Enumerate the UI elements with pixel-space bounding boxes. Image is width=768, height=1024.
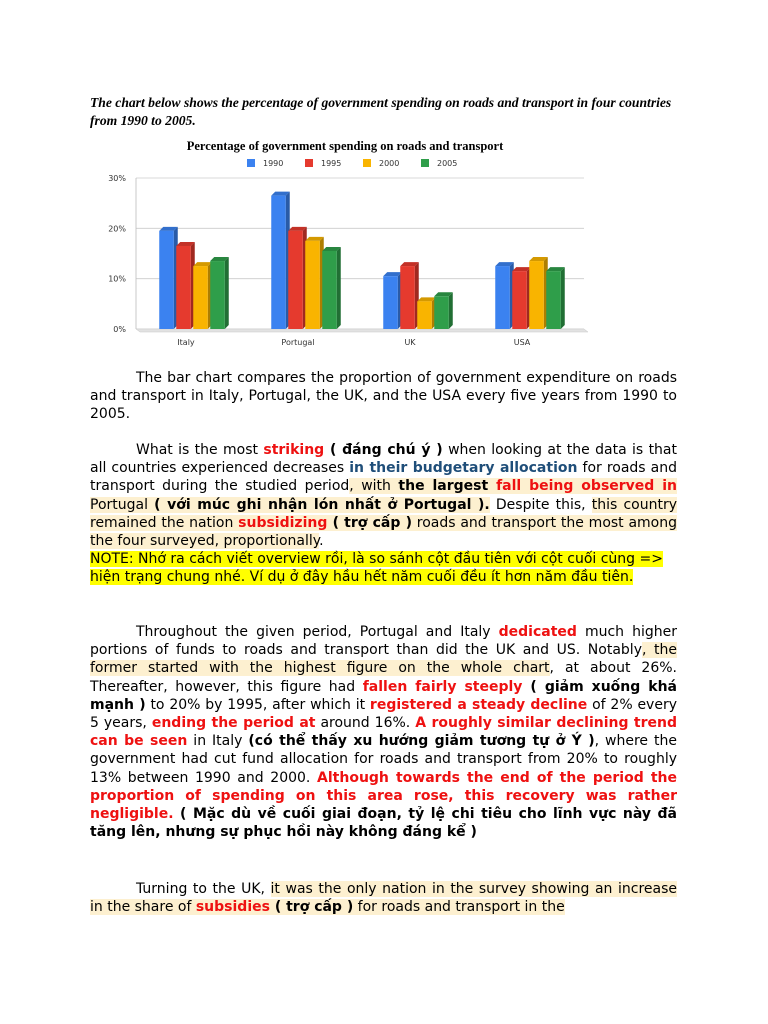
- p3-keyword-fallen: fallen fairly steeply: [362, 678, 523, 695]
- bar-Italy-1995: [176, 246, 191, 329]
- p2-a: What is the most: [136, 442, 264, 458]
- bar-chart: [90, 134, 677, 354]
- legend-label-1990: 1990: [263, 159, 284, 168]
- p2-phrase-budgetary: in their budgetary allocation: [349, 460, 578, 477]
- p3-j: of 2% every 5 years,: [90, 696, 677, 732]
- bar-Italy-1990: [159, 231, 174, 329]
- y-tick-20%: 20%: [108, 224, 126, 234]
- p3-a: Throughout the given period, Portugal and Italy: [136, 624, 499, 640]
- p3-keyword-ending: ending the period at: [151, 715, 316, 732]
- p4-keyword-subsidies: subsidies: [195, 899, 270, 916]
- bar-USA-2000: [529, 261, 544, 329]
- x-tick-UK: UK: [404, 338, 416, 347]
- paragraph-portugal-italy: [90, 623, 677, 841]
- p3-e: , at about 26%. Thereafter, however, this figure had: [90, 660, 677, 695]
- bar-Portugal-1995: [288, 231, 303, 329]
- p3-c: much higher portions of funds to roads and transport than did the UK and US. Notably: [90, 624, 677, 659]
- p3-p: , where the government had cut fund allocation for roads and transport from 20% to roughly 13% between 1990 and 2000.: [90, 733, 677, 786]
- p2-keyword-subsidizing: subsidizing: [238, 514, 328, 531]
- legend-label-2000: 2000: [379, 159, 400, 168]
- bar-UK-1990: [383, 276, 398, 329]
- p2-q: .: [319, 533, 324, 550]
- p2-translation-2: ( với múc ghi nhận lón nhất ở Portugal ).: [154, 496, 490, 513]
- legend-swatch-1990: [247, 159, 255, 167]
- p4-a: Turning to the UK,: [136, 881, 271, 897]
- chart-floor: [136, 329, 588, 332]
- legend-swatch-1995: [305, 159, 313, 167]
- p3-h: to 20% by 1995, after which it: [145, 696, 370, 713]
- p3-keyword-dedicated: dedicated: [498, 624, 577, 640]
- p3-translation-2: (có thể thấy xu hướng giảm tương tự ở Ý ): [248, 733, 595, 750]
- p1-text: The bar chart compares the proportion of government expenditure on roads and transport in Italy, Portugal, the UK, and the USA every five years from 1990 to 2005.: [90, 370, 677, 423]
- p2-m: this country remained the nation: [90, 496, 677, 531]
- p3-keyword-although: Although towards the end of the period the proportion of spending on this area rose, this recovery was rather negligible.: [90, 769, 677, 823]
- p3-d: , the former started with the highest figure on the whole chart: [90, 642, 677, 677]
- legend-swatch-2000: [363, 159, 371, 167]
- p4-b: it was the only nation in the survey showing an increase in the share of: [90, 881, 677, 916]
- p2-largest: the largest: [398, 478, 497, 495]
- p4-e: for roads and transport in the: [353, 899, 565, 916]
- p3-keyword-similar: A roughly similar declining trend can be seen: [90, 715, 677, 750]
- p2-portugal: Portugal: [90, 496, 155, 513]
- bar-USA-1990: [495, 266, 510, 329]
- bar-chart-svg: [90, 134, 677, 354]
- bar-Italy-2005: [210, 261, 225, 329]
- p2-translation-3: ( trợ cấp ): [327, 514, 412, 531]
- p3-n: in Italy: [187, 733, 249, 750]
- bar-USA-2005: [546, 271, 561, 329]
- x-tick-Italy: Italy: [177, 338, 195, 347]
- p4-translation: ( trợ cấp ): [269, 899, 354, 916]
- bar-UK-1995: [400, 266, 415, 329]
- p3-keyword-decline: registered a steady decline: [369, 696, 588, 713]
- legend-label-2005: 2005: [437, 159, 458, 168]
- note-highlight: [90, 550, 677, 586]
- p2-f: for roads and transport during the studied period: [90, 460, 677, 495]
- paragraph-uk: [90, 880, 677, 916]
- bar-USA-1995: [512, 271, 527, 329]
- bar-side-Portugal-2005: [337, 247, 341, 329]
- task-prompt: The chart below shows the percentage of government spending on roads and transport in four countries from 1990 to 2005.: [90, 95, 672, 128]
- bar-Portugal-2005: [322, 251, 337, 329]
- y-tick-0%: 0%: [113, 325, 126, 334]
- legend-label-1995: 1995: [321, 159, 342, 168]
- y-tick-30%: 30%: [108, 174, 126, 183]
- p2-keyword-striking: striking: [263, 442, 325, 458]
- p2-l: Despite this,: [489, 496, 592, 513]
- bar-side-Italy-2005: [225, 257, 229, 329]
- x-tick-USA: USA: [513, 338, 531, 347]
- bar-side-UK-2005: [449, 292, 453, 329]
- y-tick-10%: 10%: [108, 274, 126, 284]
- paragraph-overview: [90, 441, 677, 550]
- p3-translation-3: ( Mặc dù về cuối giai đoạn, tỷ lệ chi tiêu cho lĩnh vực này đã tăng lên, nhưng sự phục hồi này không đáng kể ): [90, 806, 677, 841]
- chart-title: Percentage of government spending on roads and transport: [186, 139, 504, 153]
- p2-d: when looking at the data is that all countries experienced decreases: [90, 442, 677, 477]
- p2-translation: ( đáng chú ý ): [324, 442, 443, 458]
- paragraph-intro: [90, 369, 677, 424]
- p2-p: roads and transport the most among the four surveyed, proportionally: [90, 514, 677, 550]
- bar-Portugal-2000: [305, 241, 320, 329]
- p3-l: around 16%.: [315, 715, 416, 732]
- bar-UK-2005: [434, 296, 449, 329]
- bar-Portugal-1990: [271, 196, 286, 329]
- note-text: NOTE: Nhớ ra cách viết overview rồi, là so sánh cột đầu tiên với cột cuối cùng => hiện trạng chung nhé. Ví dụ ở đây hầu hết năm cuối đều ít hơn năm đầu tiên.: [90, 551, 663, 586]
- bar-UK-2000: [417, 301, 432, 329]
- bar-Italy-2000: [193, 266, 208, 329]
- bar-side-USA-2005: [561, 267, 565, 329]
- legend-swatch-2005: [421, 159, 429, 167]
- p3-translation: ( giảm xuống khá mạnh ): [90, 678, 677, 713]
- p2-g: , with: [349, 478, 399, 495]
- p2-fall-phrase: fall being observed in: [496, 478, 677, 495]
- x-tick-Portugal: Portugal: [281, 338, 315, 347]
